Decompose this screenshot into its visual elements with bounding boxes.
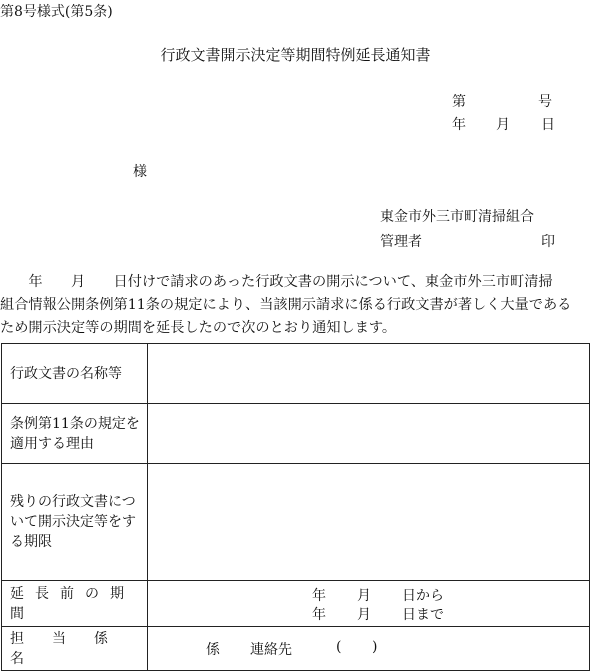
value-document-name: [148, 344, 590, 404]
document-number-line: [452, 91, 552, 111]
date-year: 年: [452, 117, 466, 133]
row-contact: [2, 627, 590, 671]
sender-organization: 東金市外三市町清掃組合: [380, 209, 534, 225]
form-number: 第8号様式(第5条): [0, 4, 113, 20]
notification-body: [0, 271, 591, 340]
label-deadline-line-1: 残りの行政文書につ: [10, 494, 136, 510]
value-period: [148, 581, 590, 627]
document-number-suffix: 号: [538, 94, 552, 110]
contact-section: 係: [206, 642, 220, 658]
row-document-name: [2, 344, 590, 404]
label-contact-text: 担当係名: [10, 630, 136, 667]
row-deadline: [2, 464, 590, 581]
label-contact: [2, 627, 148, 671]
label-deadline-line-2: いて開示決定等をす: [10, 514, 136, 530]
body-line-2: 組合情報公開条例第11条の規定により、当該開示請求に係る行政文書が著しく大量である: [0, 297, 572, 313]
notification-table: [1, 343, 590, 671]
period-to-suffix: 日まで: [402, 606, 444, 623]
label-deadline: [2, 464, 148, 581]
contact-open-paren: (: [336, 639, 342, 655]
date-month: 月: [496, 117, 510, 133]
row-period: [2, 581, 590, 627]
label-reason: [2, 404, 148, 464]
document-title: 行政文書開示決定等期間特例延長通知書: [160, 46, 431, 64]
label-text: 行政文書の名称等: [10, 365, 122, 382]
label-reason-line-2: 適用する理由: [10, 435, 94, 452]
label-reason-line-1: 条例第11条の規定を: [10, 415, 140, 432]
addressee-honorific: 様: [133, 164, 147, 180]
period-from-month: 月: [357, 587, 371, 604]
period-from-line: [148, 585, 589, 604]
sender-manager-line: [380, 231, 555, 251]
label-period: [2, 581, 148, 627]
value-deadline: [148, 464, 590, 581]
period-to-year: 年: [312, 606, 326, 623]
row-reason: [2, 404, 590, 464]
sender-title: 管理者: [380, 234, 422, 250]
contact-close-paren: ): [372, 639, 378, 655]
label-document-name: [2, 344, 148, 404]
date-day: 日: [541, 117, 555, 133]
seal-mark: 印: [541, 234, 555, 250]
body-line-3: ため開示決定等の期間を延長したので次のとおり通知します。: [0, 320, 397, 336]
value-reason: [148, 404, 590, 464]
contact-phone-label: 連絡先: [250, 642, 292, 658]
label-deadline-line-3: る期限: [10, 534, 52, 550]
period-from-year: 年: [312, 587, 326, 604]
period-from-suffix: 日から: [402, 587, 444, 604]
body-line-1: 年 月 日付けで請求のあった行政文書の開示について、東金市外三市町清掃: [0, 274, 553, 290]
period-to-month: 月: [357, 606, 371, 623]
label-period-text: 延長前の期間: [10, 585, 135, 622]
document-number-prefix: 第: [452, 94, 466, 110]
value-contact: [148, 627, 590, 671]
period-to-line: [148, 604, 589, 623]
